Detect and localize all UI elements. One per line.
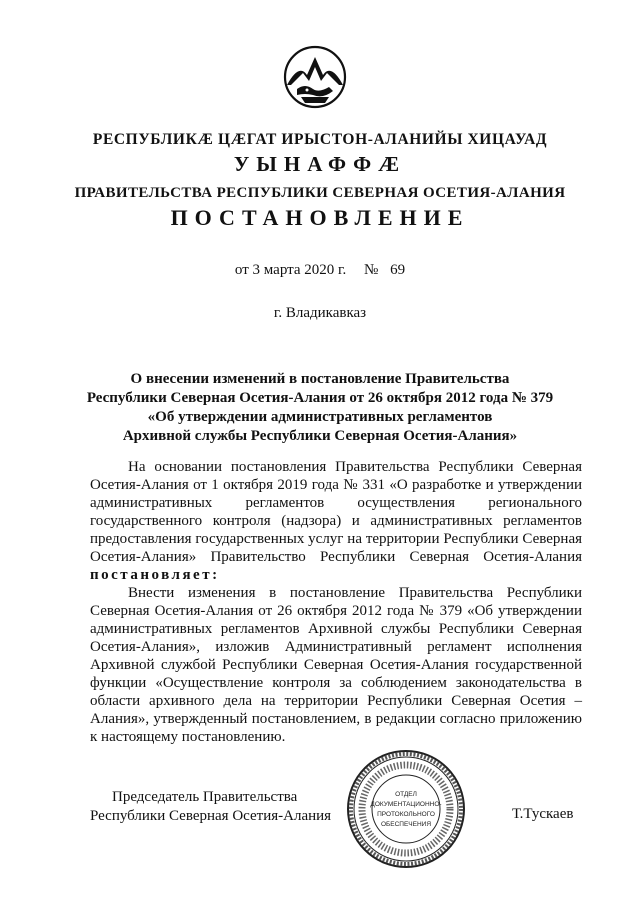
number-sign: № — [364, 262, 379, 278]
paragraph-decision: Внести изменения в постановление Правительства Республики Северная Осетия-Алания от 26 октября 2012 года № 379 «Об утверждении административных регламентов Архивной службы Республики Северная Осетия-Алания», изложив Административный регламент исполнения Архивной службой Республики Северная Осетия-Алания государственной функции «Осуществление контроля за соблюдением законодательства в области архивного дела на территории Республики Северная Осетия – Алания», утвержденный постановлением, в редакции согласно приложению к настоящему постановлению. — [90, 585, 582, 745]
paragraph-basis — [90, 458, 582, 584]
title-line: Архивной службы Республики Северная Осетия-Алания» — [122, 428, 518, 444]
republic-header-ossetian: РЕСПУБЛИКӔ ЦӔГАТ ИРЫСТОН-АЛАНИЙЫ ХИЦАУАД — [92, 131, 548, 148]
decree-word: постановляет: — [90, 567, 220, 583]
stamp-text-line: ДОКУМЕНТАЦИОННО- — [370, 801, 442, 808]
document-body — [90, 458, 582, 746]
signatory-position-line: Председатель Правительства — [112, 789, 298, 805]
document-title — [60, 370, 580, 446]
government-header-russian: ПРАВИТЕЛЬСТВА РЕСПУБЛИКИ СЕВЕРНАЯ ОСЕТИЯ-АЛАНИЯ — [74, 185, 566, 201]
document-date: от 3 марта 2020 г. — [234, 262, 347, 278]
city: г. Владикавказ — [273, 305, 367, 321]
doc-type-russian: ПОСТАНОВЛЕНИЕ — [170, 205, 470, 230]
paragraph-basis-text: На основании постановления Правительства Республики Северная Осетия-Алания от 1 октября 2019 года № 331 «О разработке и утверждении административных регламентов осуществления регионального государственного контроля (надзора) и административных регламентов предоставления государственных услуг на территории Республики Северная Осетия-Алания» Правительство Республики Северная Осетия-Алания — [90, 459, 582, 565]
stamp-text-line: ПРОТОКОЛЬНОГО — [377, 811, 435, 818]
title-line: «Об утверждении административных регламентов — [147, 409, 493, 425]
stamp-text-line: ОТДЕЛ — [395, 791, 417, 798]
title-line: О внесении изменений в постановление Правительства — [130, 371, 510, 387]
title-line: Республики Северная Осетия-Алания от 26 октября 2012 года № 379 — [86, 390, 554, 406]
signatory-position-line: Республики Северная Осетия-Алания — [90, 808, 332, 824]
signatory-name: Т.Тускаев — [512, 806, 574, 822]
stamp-text-line: ОБЕСПЕЧЕНИЯ — [380, 821, 432, 828]
signatory-position — [90, 788, 331, 826]
date-line — [0, 262, 640, 279]
coat-of-arms-emblem — [283, 45, 347, 109]
official-stamp — [345, 748, 467, 870]
doc-type-ossetian: УЫНАФФӔ — [233, 152, 407, 176]
document-number: 69 — [390, 262, 406, 278]
